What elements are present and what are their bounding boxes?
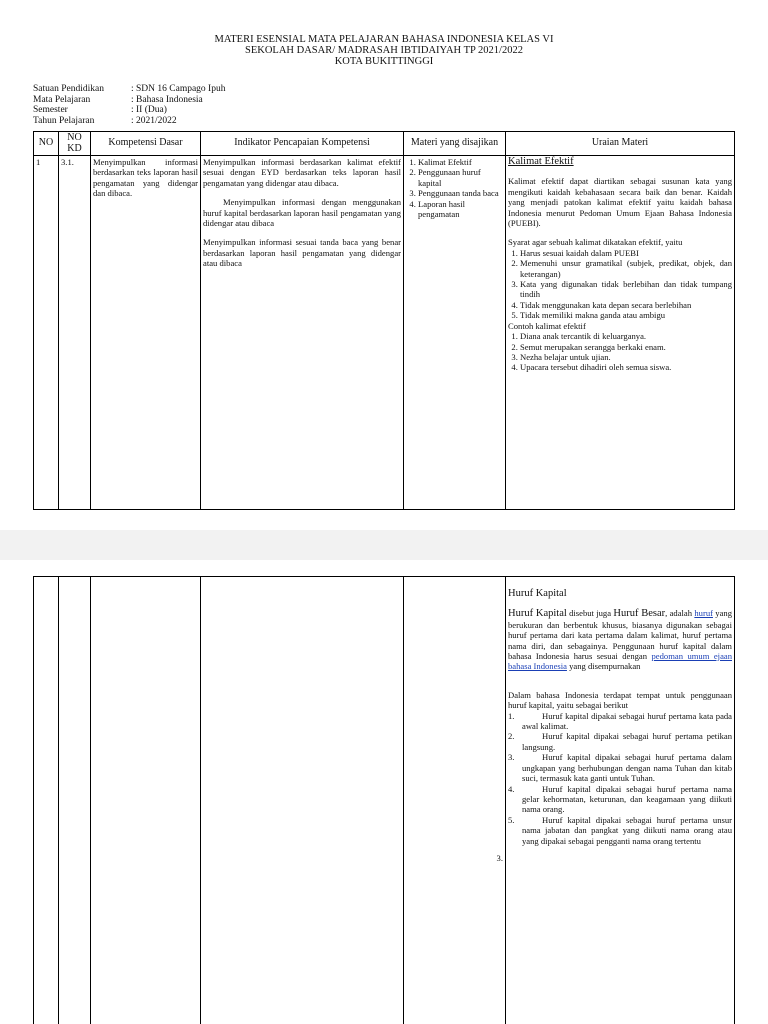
table-row [34,577,735,1024]
indikator-item: Menyimpulkan informasi dengan menggunakan huruf kapital berdasarkan laporan hasil pengamatan yang didengar atau dibaca [203,197,401,229]
uraian-title: Huruf Kapital [508,588,567,599]
indikator-item: Menyimpulkan informasi berdasarkan kalimat efektif sesuai dengan EYD berdasarkan teks laporan hasil pengamatan yang didengar atau dibaca. [203,157,401,188]
meta-label: Semester [33,105,68,115]
meta-value: : II (Dua) [131,105,167,115]
cell-kompetensi: Menyimpulkan informasi berdasarkan teks laporan hasil pengamatan yang didengar dan dibaca. [91,156,201,510]
cell-indikator [201,156,404,510]
term-huruf-besar: Huruf Besar [613,608,666,620]
term-huruf-kapital: Huruf Kapital [508,608,567,620]
syarat-item: 3. Kata yang digunakan tidak berlebihan dan tidak tumpang tindih [520,279,732,300]
materi-item: 4. Laporan hasil pengamatan [418,199,503,220]
table-header-row [34,132,735,156]
materi-item: 2. Penggunaan huruf kapital [418,167,503,188]
header-no-kd: NO KD [59,132,91,156]
materi-table-continued [33,576,735,1024]
materi-item: 1. Kalimat Efektif [418,157,503,167]
text-fragment: yang berukuran dan berbentuk khusus, biasanya digunakan sebagai huruf pertama dari kata pertama dalam kalimat, huruf pertama nama diri, dan sebagainya. Penggunaan huruf kapital dalam bahasa Indonesia harus sesuai dengan [508,608,733,662]
text-fragment: , adalah [665,608,695,619]
table-row [34,156,735,510]
syarat-item: 1. Harus sesuai kaidah dalam PUEBI [520,248,732,258]
meta-label: Tahun Pelajaran [33,115,95,126]
kapital-item: 1. Huruf kapital dipakai sebagai huruf pertama kata pada awal kalimat. [508,710,732,732]
meta-value: : 2021/2022 [131,115,177,126]
meta-label: Satuan Pendidikan [33,84,104,94]
doc-title-line-2: SEKOLAH DASAR/ MADRASAH IBTIDAIYAH TP 2021/2022 [245,45,523,56]
doc-title-line-3: KOTA BUKITTINGGI [334,56,434,67]
meta-value: : SDN 16 Campago Ipuh [131,84,226,94]
uraian-paragraph: Kalimat efektif dapat diartikan sebagai susunan kata yang mengikuti kaidah kebahasaan secara baik dan benar. Kaidah yang menjadi patokan kalimat efektif yaitu kaidah bahasa Indonesia menurut Pedoman Umum Ejaan Bahasa Indonesia (PUEBI). [508,176,732,229]
contoh-item: 1. Diana anak tercantik di keluarganya. [520,331,732,341]
kapital-list [508,711,732,846]
cell-materi [404,156,506,510]
doc-title-line-1: MATERI ESENSIAL MATA PELAJARAN BAHASA INDONESIA KELAS VI [214,34,554,45]
cell-kd: 3.1. [59,156,91,510]
uraian-paragraph [508,608,732,671]
syarat-item: 2. Memenuhi unsur gramatikal (subjek, predikat, objek, dan keterangan) [520,258,732,279]
cell-no: 1 [34,156,59,510]
document-meta [33,84,225,126]
contoh-item: 3. Nezha belajar untuk ujian. [520,352,732,362]
text-fragment: yang disempurnakan [566,661,641,672]
link-pedoman-ejaan[interactable]: pedoman umum ejaan bahasa Indonesia [508,651,732,672]
kapital-item: 4. Huruf kapital dipakai sebagai huruf pertama nama gelar kehormatan, keturunan, dan keagamaan yang diikuti nama orang. [508,783,732,815]
cell-uraian-huruf-kapital [506,577,735,1024]
meta-value: : Bahasa Indonesia [131,94,203,105]
materi-table [33,131,735,510]
link-huruf[interactable]: huruf [694,608,713,619]
document-page-2 [0,560,768,1024]
header-indikator: Indikator Pencapaian Kompetensi [201,132,404,156]
contoh-item: 4. Upacara tersebut dihadiri oleh semua siswa. [520,362,732,372]
uraian-title: Kalimat Efektif [508,156,574,167]
uraian-paragraph: Syarat agar sebuah kalimat dikatakan efektif, yaitu [508,237,683,248]
syarat-item: 5. Tidak memiliki makna ganda atau ambigu [520,310,732,320]
syarat-item: 4. Tidak menggunakan kata depan secara berlebihan [520,300,732,310]
kapital-item: 3. Huruf kapital dipakai sebagai huruf pertama dalam ungkapan yang berhubungan dengan nama Tuhan dan kitab suci, termasuk kata ganti untuk Tuhan. [508,752,732,784]
uraian-paragraph: Dalam bahasa Indonesia terdapat tempat untuk penggunaan huruf kapital, yaitu sebagai berikut [508,689,732,711]
header-uraian: Uraian Materi [506,132,735,156]
meta-label: Mata Pelajaran [33,94,91,105]
header-kompetensi-dasar: Kompetensi Dasar [91,132,201,156]
contoh-title: Contoh kalimat efektif [508,320,586,331]
kapital-item: 2. Huruf kapital dipakai sebagai huruf pertama petikan langsung. [508,731,732,752]
contoh-item: 2. Semut merupakan serangga berkaki enam. [520,342,732,352]
materi-item: 3. Penggunaan tanda baca [418,188,503,198]
header-materi: Materi yang disajikan [404,132,506,156]
indikator-item: Menyimpulkan informasi sesuai tanda baca yang benar berdasarkan laporan hasil pengamatan yang didengar atau dibaca [203,237,401,269]
header-no: NO [34,132,59,156]
cell-uraian [506,156,735,510]
kapital-item: 5. Huruf kapital dipakai sebagai huruf pertama unsur nama jabatan dan pangkat yang diikuti nama orang atau yang dipakai sebagai pengganti nama orang tertentu [508,814,732,846]
text-fragment: disebut juga [566,608,614,619]
cell-materi-number: 3. [404,577,506,1024]
